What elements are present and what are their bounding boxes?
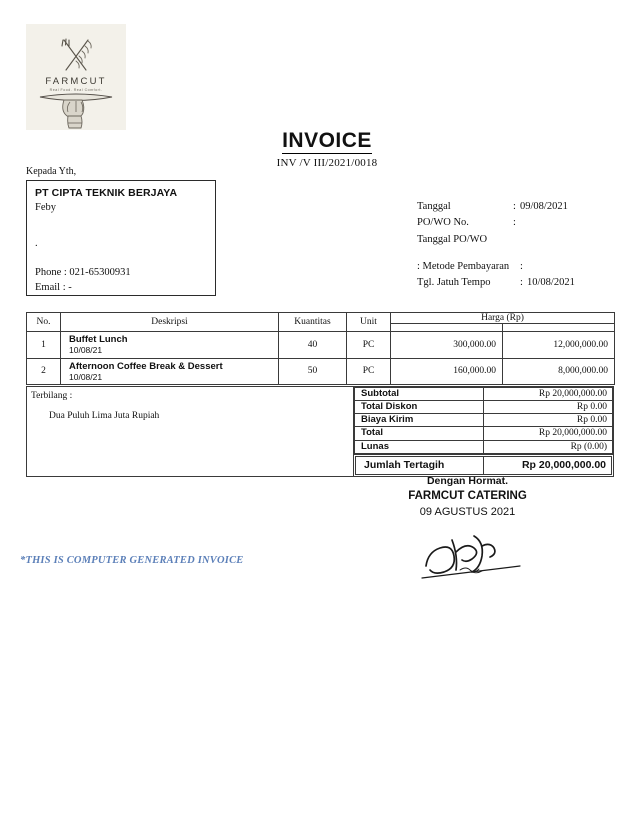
meta-row-powo-no bbox=[417, 215, 617, 231]
recipient-phone: Phone : 021-65300931 bbox=[35, 267, 131, 279]
totals-section bbox=[26, 386, 614, 477]
invoice-meta-block bbox=[417, 199, 617, 291]
column-header-kuantitas: Kuantitas bbox=[279, 313, 347, 332]
recipient-label: Kepada Yth, bbox=[26, 166, 77, 177]
logo-wordmark-text: FARMCUT bbox=[45, 76, 107, 87]
meta-label-tanggal-powo: Tanggal PO/WO bbox=[417, 233, 488, 245]
totals-value-subtotal: Rp 20,000,000.00 bbox=[484, 388, 613, 401]
meta-row-jatuh-tempo bbox=[417, 275, 617, 291]
recipient-company: PT CIPTA TEKNIK BERJAYA bbox=[35, 187, 178, 199]
terbilang-label: Terbilang : bbox=[31, 391, 73, 401]
page-title: INVOICE bbox=[282, 130, 372, 154]
item-date: 10/08/21 bbox=[69, 371, 103, 382]
cell-deskripsi bbox=[61, 358, 279, 385]
meta-value-powo-no bbox=[520, 215, 617, 231]
totals-value-biaya-kirim: Rp 0.00 bbox=[484, 414, 613, 427]
cell-kuantitas: 50 bbox=[279, 358, 347, 385]
column-header-harga: Harga (Rp) bbox=[391, 313, 615, 324]
totals-breakdown-table bbox=[354, 387, 613, 454]
totals-label-jumlah-tertagih: Jumlah Tertagih bbox=[356, 456, 484, 474]
totals-row-lunas bbox=[355, 440, 613, 453]
cell-unit-price: 300,000.00 bbox=[391, 332, 503, 359]
company-logo bbox=[26, 24, 126, 130]
column-subheader-unit-price bbox=[391, 324, 503, 332]
cell-no: 2 bbox=[27, 358, 61, 385]
meta-separator-blank bbox=[513, 232, 520, 248]
table-row bbox=[27, 332, 615, 359]
cell-amount: 8,000,000.00 bbox=[503, 358, 615, 385]
meta-separator: : bbox=[520, 277, 523, 289]
logo-artwork bbox=[26, 24, 126, 130]
table-row bbox=[27, 358, 615, 385]
meta-value-tanggal-powo bbox=[520, 232, 617, 248]
item-name: Buffet Lunch bbox=[69, 334, 128, 345]
totals-row-jumlah-tertagih bbox=[356, 456, 612, 474]
totals-row-subtotal bbox=[355, 388, 613, 401]
meta-row-metode-pembayaran bbox=[417, 259, 617, 275]
terbilang-cell bbox=[27, 387, 354, 477]
column-subheader-amount bbox=[503, 324, 615, 332]
column-header-unit: Unit bbox=[347, 313, 391, 332]
meta-value-tanggal: 09/08/2021 bbox=[520, 201, 568, 212]
cell-unit-price: 160,000.00 bbox=[391, 358, 503, 385]
meta-value-jatuh-tempo: 10/08/2021 bbox=[527, 277, 575, 289]
totals-value-total: Rp 20,000,000.00 bbox=[484, 427, 613, 440]
computer-generated-note: *THIS IS COMPUTER GENERATED INVOICE bbox=[20, 555, 244, 566]
totals-row-biaya-kirim bbox=[355, 414, 613, 427]
totals-label-total: Total bbox=[355, 427, 484, 440]
meta-separator: : bbox=[513, 217, 516, 229]
totals-label-lunas: Lunas bbox=[355, 440, 484, 453]
totals-label-subtotal: Subtotal bbox=[355, 388, 484, 401]
item-name: Afternoon Coffee Break & Dessert bbox=[69, 360, 223, 372]
cell-unit: PC bbox=[347, 332, 391, 359]
meta-label-tanggal: Tanggal bbox=[417, 201, 451, 212]
totals-value-jumlah-tertagih: Rp 20,000,000.00 bbox=[484, 456, 612, 474]
terbilang-value: Dua Puluh Lima Juta Rupiah bbox=[49, 411, 160, 422]
meta-separator: : bbox=[520, 260, 523, 272]
table-header-row bbox=[27, 313, 615, 324]
logo-tagline-text: Real Food. Real Comfort. bbox=[49, 88, 103, 92]
cell-unit: PC bbox=[347, 358, 391, 385]
meta-row-tanggal-powo bbox=[417, 232, 617, 248]
totals-value-diskon: Rp 0.00 bbox=[484, 401, 613, 414]
recipient-contact-person: Feby bbox=[35, 201, 56, 213]
item-date: 10/08/21 bbox=[69, 345, 103, 356]
recipient-box bbox=[26, 180, 216, 296]
meta-label-metode-pembayaran: : Metode Pembayaran bbox=[417, 260, 510, 272]
column-header-no: No. bbox=[27, 313, 61, 332]
column-header-deskripsi: Deskripsi bbox=[61, 313, 279, 332]
meta-separator: : bbox=[513, 201, 516, 212]
meta-label-powo-no: PO/WO No. bbox=[417, 217, 469, 229]
cell-amount: 12,000,000.00 bbox=[503, 332, 615, 359]
meta-row-tanggal bbox=[417, 199, 617, 215]
totals-label-diskon: Total Diskon bbox=[355, 401, 484, 414]
recipient-email: Email : - bbox=[35, 281, 72, 293]
grand-total-table bbox=[355, 456, 612, 475]
totals-label-biaya-kirim: Biaya Kirim bbox=[355, 414, 484, 427]
meta-spacer bbox=[417, 248, 617, 259]
signature-block bbox=[355, 474, 580, 520]
invoice-title-block bbox=[212, 130, 442, 169]
signature-strokes bbox=[412, 528, 532, 586]
recipient-address: . bbox=[35, 237, 38, 249]
cell-kuantitas: 40 bbox=[279, 332, 347, 359]
handwritten-signature bbox=[412, 528, 532, 586]
totals-cell bbox=[354, 387, 614, 455]
invoice-number: INV /V III/2021/0018 bbox=[276, 157, 378, 170]
signature-company: FARMCUT CATERING bbox=[408, 490, 527, 503]
meta-value-metode-pembayaran bbox=[527, 259, 617, 275]
meta-label-jatuh-tempo: Tgl. Jatuh Tempo bbox=[417, 277, 491, 289]
totals-row-diskon bbox=[355, 401, 613, 414]
cell-deskripsi bbox=[61, 332, 279, 359]
signature-date: 09 AGUSTUS 2021 bbox=[419, 505, 516, 518]
signature-salutation: Dengan Hormat. bbox=[426, 475, 509, 487]
totals-value-lunas: Rp (0.00) bbox=[484, 440, 613, 453]
cell-no: 1 bbox=[27, 332, 61, 359]
totals-row-total bbox=[355, 427, 613, 440]
line-items-table bbox=[26, 312, 615, 385]
